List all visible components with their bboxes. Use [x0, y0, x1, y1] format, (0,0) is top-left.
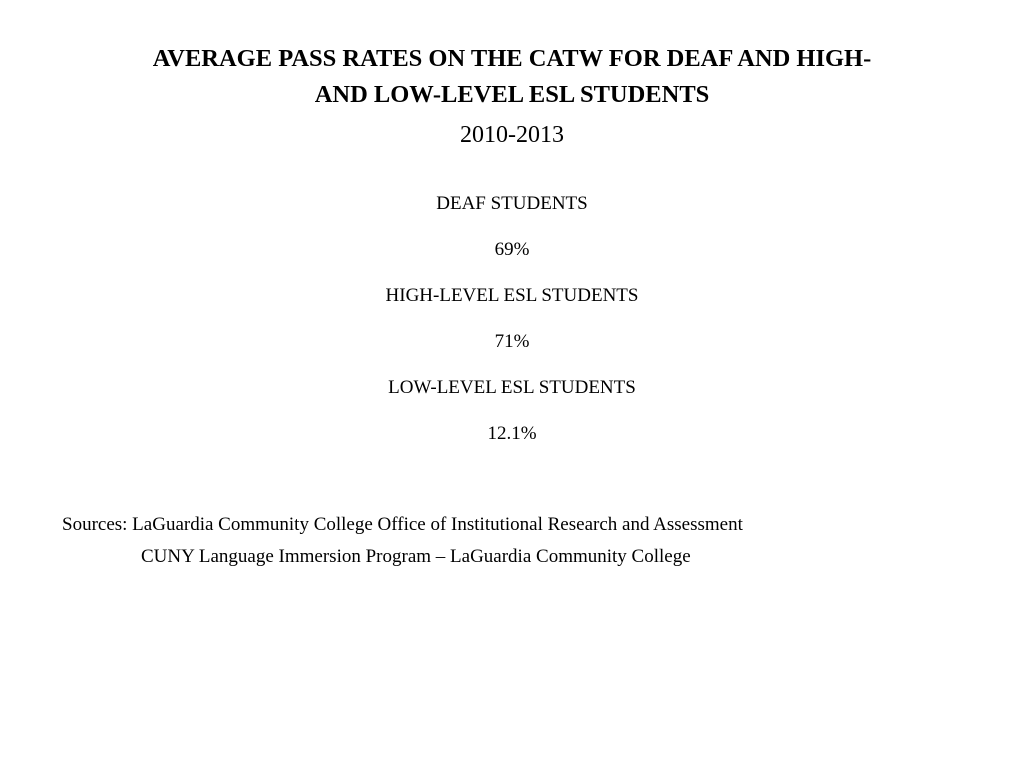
source-line-1: Sources: LaGuardia Community College Office of Institutional Research and Assessment [62, 514, 743, 535]
stat-value: 71% [494, 331, 530, 352]
stat-group-high-level-esl [0, 282, 1024, 374]
stat-label: DEAF STUDENTS [436, 193, 588, 214]
title-line-2: AND LOW-LEVEL ESL STUDENTS [314, 81, 710, 108]
source-line-2: CUNY Language Immersion Program – LaGuardia Community College [141, 546, 691, 567]
sources-note [62, 509, 982, 573]
title-line-1: AVERAGE PASS RATES ON THE CATW FOR DEAF AND HIGH- [152, 45, 872, 72]
date-range: 2010-2013 [460, 122, 564, 148]
pass-rate-list [0, 190, 1024, 466]
stat-label: HIGH-LEVEL ESL STUDENTS [385, 285, 639, 306]
stat-label: LOW-LEVEL ESL STUDENTS [388, 377, 636, 398]
stat-group-deaf [0, 190, 1024, 282]
document-title [62, 41, 962, 113]
stat-value: 69% [494, 239, 530, 260]
stat-value: 12.1% [487, 423, 537, 444]
stat-group-low-level-esl [0, 374, 1024, 466]
